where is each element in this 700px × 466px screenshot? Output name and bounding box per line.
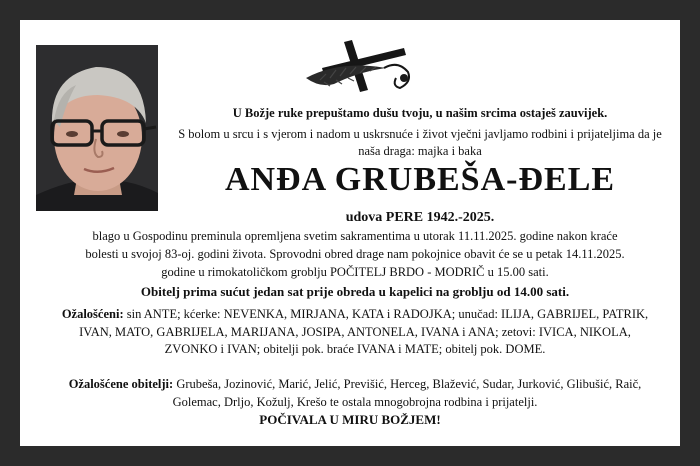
families-list: Grubeša, Jozinović, Marić, Jelić, Previšić, Herceg, Blažević, Sudar, Jurković, Glibušić, Raič, Golemac, Drljo, Kožulj, Krešo te ostala mnogobrojna rodbina i prijatelji. [172,377,642,409]
condolences-line: Obitelj prima sućut jedan sat prije obreda u kapelici na groblju od 14.00 sati. [140,284,570,299]
verse-line: U Božje ruke prepuštamo dušu tvoju, u našim srcima ostaješ zauvijek. [232,106,608,120]
closing-line: POČIVALA U MIRU BOŽJEM! [259,412,441,427]
cross-with-palm-icon [300,38,420,96]
intro-text: S bolom u srcu i s vjerom i nadom u uskrsnuće i život vječni javljamo rodbini i prijateljima da je naša draga: majka i baka [178,127,662,158]
mourners-paragraph [55,306,655,359]
mourners-label: Ožalošćeni: [61,307,124,321]
obituary-card [20,20,680,446]
announcement-text: blago u Gospodinu preminula opremljena svetim sakramentima u utorak 11.11.2025. godine nakon kraće bolesti u svojoj 83-oj. godini života. Sprovodni obred drage nam pokojnice obavit će se u petak 14.11.2025. godine u rimokatoličkom groblju POČITELJ BRDO - MODRIČ u 15.00 sati. [85,229,625,279]
deceased-name: ANĐA GRUBEŠA-ĐELE [224,161,616,198]
mourners-list: sin ANTE; kćerke: NEVENKA, MIRJANA, KATA i RADOJKA; unučad: ILIJA, GABRIJEL, PATRIK, IVAN, MATO, GABRIJELA, MARIJANA, JOSIPA, ANTONELA, IVANA i ANA; zetovi: IVICA, NIKOLA, ZVONKO i IVAN; obitelji pok. braće IVANA i MATE; obitelj pok. DOME. [79,307,649,356]
families-paragraph [55,375,655,411]
portrait-photo [36,45,158,211]
families-label: Ožalošćene obitelji: [68,377,174,391]
deceased-subtitle: udova PERE 1942.-2025. [345,210,495,225]
